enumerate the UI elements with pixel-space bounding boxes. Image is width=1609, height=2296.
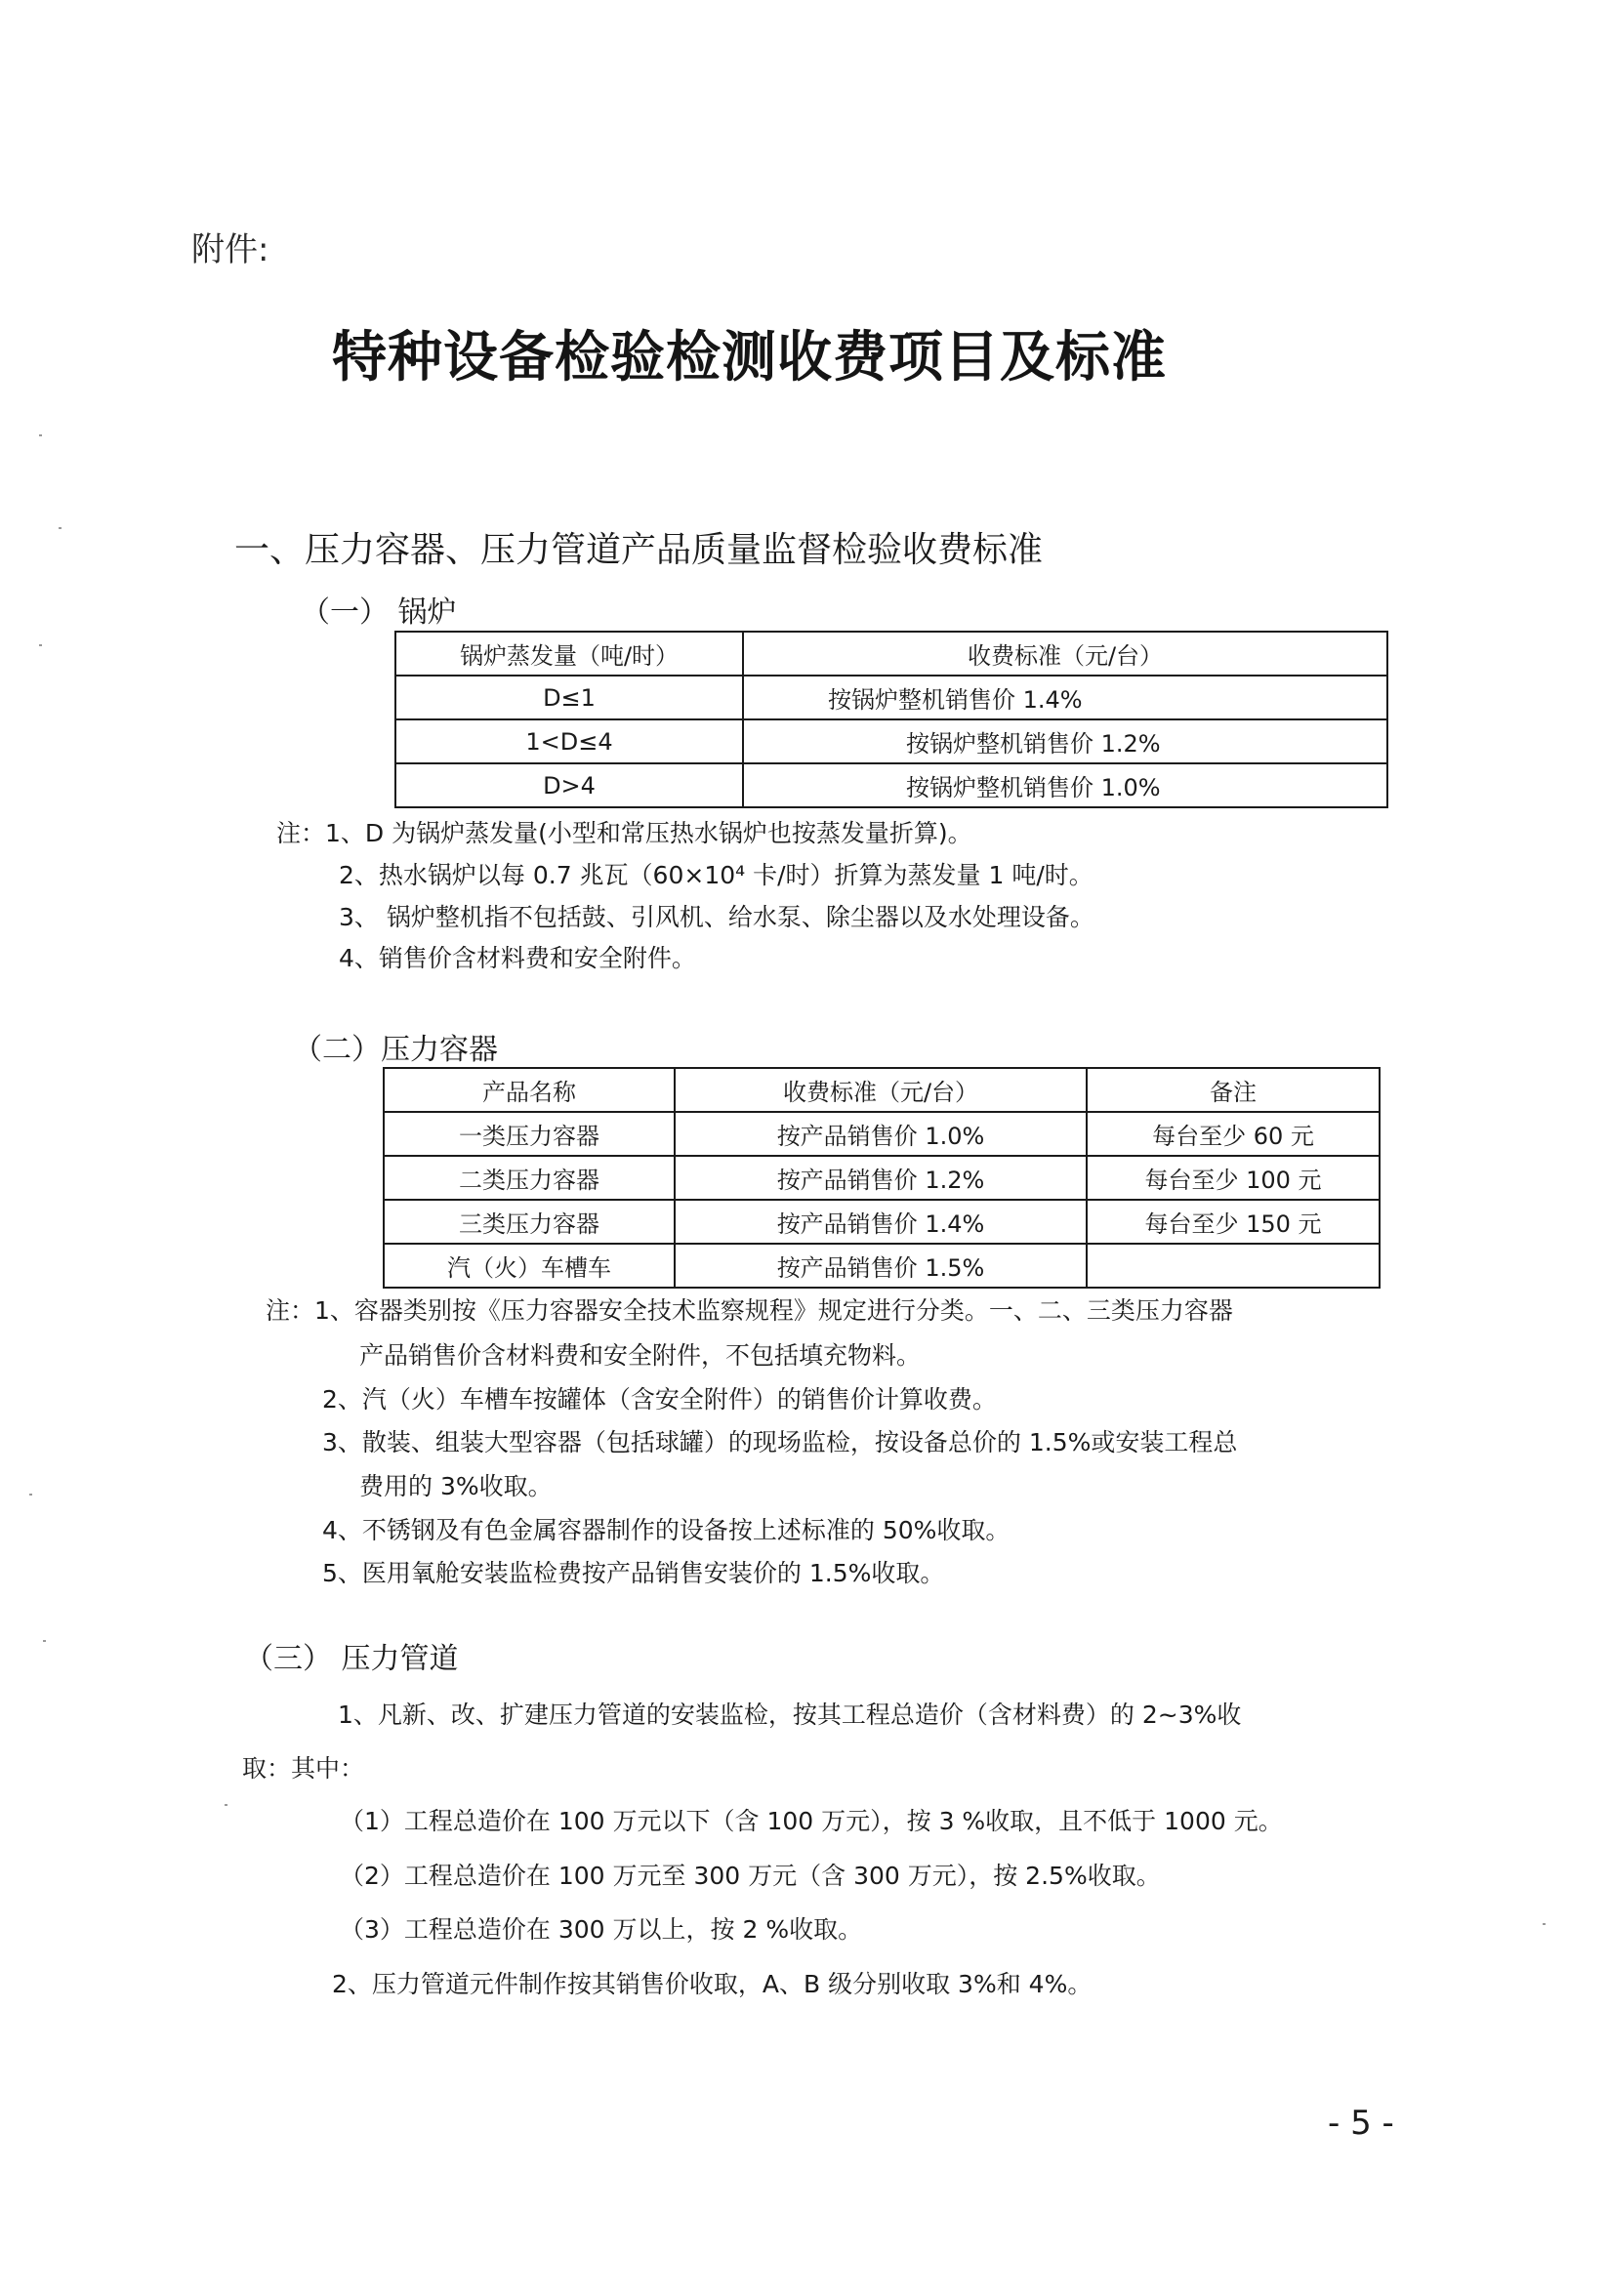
table-row (395, 763, 1387, 807)
pipeline-line: （3）工程总造价在 300 万以上，按 2 %收取。 (340, 1915, 863, 1944)
table-row (384, 1200, 1380, 1244)
scan-speck (59, 527, 62, 529)
header-cell: 收费标准（元/台） (675, 1068, 1087, 1112)
table-row (384, 1112, 1380, 1156)
scan-speck (1543, 1923, 1546, 1925)
pipeline-line: 1、凡新、改、扩建压力管道的安装监检，按其工程总造价（含材料费）的 2~3%收 (338, 1701, 1242, 1729)
table-cell: 按锅炉整机销售价 1.0% (743, 763, 1387, 807)
boiler-note: 2、热水锅炉以每 0.7 兆瓦（60×10⁴ 卡/时）折算为蒸发量 1 吨/时。 (339, 861, 1093, 889)
vessel-note: 5、医用氧舱安装监检费按产品销售安装价的 1.5%收取。 (322, 1559, 945, 1587)
pipeline-line: （2）工程总造价在 100 万元至 300 万元（含 300 万元），按 2.5%收取。 (340, 1862, 1161, 1890)
scan-speck (225, 1804, 227, 1806)
table-cell: 按锅炉整机销售价 1.2% (743, 719, 1387, 763)
boiler-note: 3、 锅炉整机指不包括鼓、引风机、给水泵、除尘器以及水处理设备。 (339, 903, 1094, 931)
boiler-fee-table (394, 631, 1388, 808)
table-header-row (395, 632, 1387, 676)
table-cell: 一类压力容器 (384, 1112, 675, 1156)
table-row (384, 1244, 1380, 1288)
table-cell: 按产品销售价 1.2% (675, 1156, 1087, 1200)
header-cell: 备注 (1087, 1068, 1380, 1112)
table-cell: 三类压力容器 (384, 1200, 675, 1244)
vessel-note: 2、汽（火）车槽车按罐体（含安全附件）的销售价计算收费。 (322, 1385, 997, 1414)
vessel-note: 产品销售价含材料费和安全附件，不包括填充物料。 (359, 1341, 922, 1370)
pipeline-heading: （三） 压力管道 (244, 1642, 459, 1676)
pipeline-line: （1）工程总造价在 100 万元以下（含 100 万元），按 3 %收取，且不低于 1000 元。 (340, 1807, 1283, 1835)
table-row (395, 676, 1387, 719)
boiler-note: 注：1、D 为锅炉蒸发量(小型和常压热水锅炉也按蒸发量折算)。 (276, 819, 972, 847)
header-cell: 收费标准（元/台） (743, 632, 1387, 676)
boiler-heading: （一） 锅炉 (301, 595, 457, 630)
table-cell: 按产品销售价 1.5% (675, 1244, 1087, 1288)
boiler-note: 4、销售价含材料费和安全附件。 (339, 944, 696, 972)
table-cell (1087, 1244, 1380, 1288)
table-cell: 汽（火）车槽车 (384, 1244, 675, 1288)
scan-speck (39, 644, 42, 646)
header-cell: 锅炉蒸发量（吨/时） (395, 632, 743, 676)
table-cell: 每台至少 150 元 (1087, 1200, 1380, 1244)
table-header-row (384, 1068, 1380, 1112)
table-cell: D>4 (395, 763, 743, 807)
attachment-label: 附件: (191, 230, 269, 269)
document-title: 特种设备检验检测收费项目及标准 (332, 326, 1167, 390)
scan-speck (39, 434, 42, 436)
vessel-fee-table (383, 1067, 1381, 1289)
pipeline-line: 2、压力管道元件制作按其销售价收取，A、B 级分别收取 3%和 4%。 (332, 1970, 1093, 1998)
vessel-note: 注：1、容器类别按《压力容器安全技术监察规程》规定进行分类。一、二、三类压力容器 (266, 1296, 1233, 1325)
vessel-note: 3、散装、组装大型容器（包括球罐）的现场监检，按设备总价的 1.5%或安装工程总 (322, 1428, 1238, 1456)
table-row (395, 719, 1387, 763)
table-cell: 二类压力容器 (384, 1156, 675, 1200)
vessel-heading: （二）压力容器 (293, 1033, 498, 1067)
table-cell: 按产品销售价 1.0% (675, 1112, 1087, 1156)
table-cell: D≤1 (395, 676, 743, 719)
table-cell: 每台至少 60 元 (1087, 1112, 1380, 1156)
pipeline-line: 取：其中： (242, 1754, 365, 1783)
vessel-note: 费用的 3%收取。 (359, 1472, 553, 1500)
section-heading: 一、压力容器、压力管道产品质量监督检验收费标准 (234, 530, 1044, 570)
vessel-note: 4、不锈钢及有色金属容器制作的设备按上述标准的 50%收取。 (322, 1516, 1011, 1544)
header-cell: 产品名称 (384, 1068, 675, 1112)
page-number: - 5 - (1328, 2104, 1394, 2143)
scan-speck (43, 1640, 46, 1642)
scan-speck (29, 1494, 32, 1496)
table-row (384, 1156, 1380, 1200)
table-cell: 每台至少 100 元 (1087, 1156, 1380, 1200)
table-cell: 按产品销售价 1.4% (675, 1200, 1087, 1244)
table-cell: 按锅炉整机销售价 1.4% (743, 676, 1387, 719)
table-cell: 1<D≤4 (395, 719, 743, 763)
